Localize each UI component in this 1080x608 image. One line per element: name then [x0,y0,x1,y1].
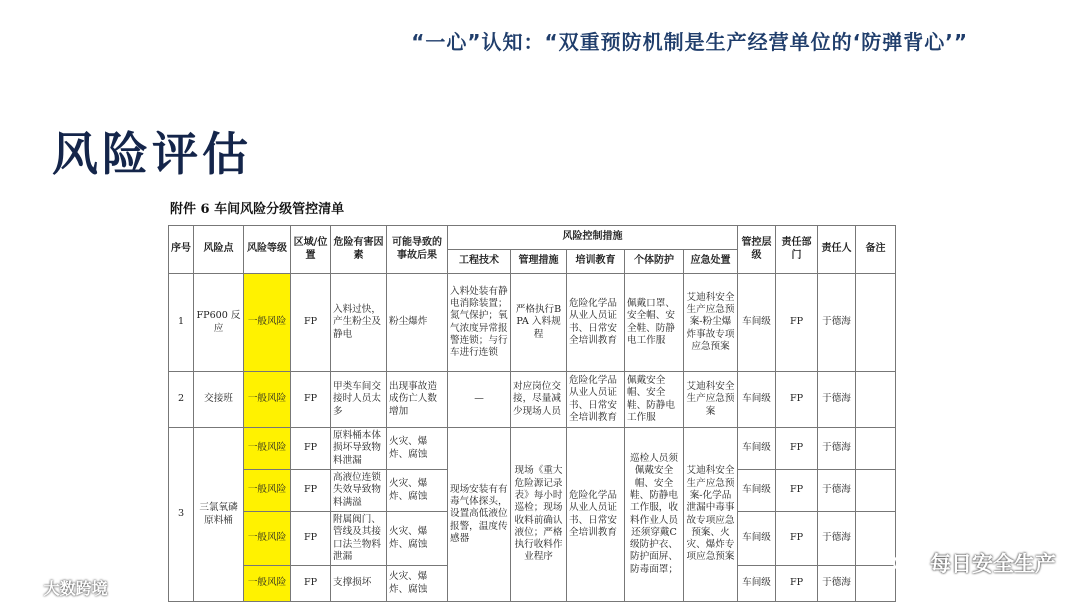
cell-risk-level: 一般风险 [244,274,291,372]
cell-remark [856,428,896,470]
cell-consequence: 出现事故造成伤亡人数增加 [387,372,448,428]
watermark-left [8,576,108,600]
header-control-measures: 风险控制措施 [448,226,738,250]
header-hazard: 危险有害因素 [331,226,387,274]
watermark-left-text: 大数跨境 [43,579,108,598]
cell-control-level: 车间级 [738,566,776,602]
cell-risk-level: 一般风险 [244,566,291,602]
header-engineering: 工程技术 [448,250,511,274]
cell-risk-point: 交接班 [194,372,244,428]
cell-risk-level: 一般风险 [244,512,291,566]
cell-ppe: 佩戴口罩、安全帽、安全鞋、防静电工作服 [625,274,684,372]
cell-consequence: 火灾、爆炸、腐蚀 [387,428,448,470]
cell-area: FP [291,512,331,566]
cell-risk-level: 一般风险 [244,470,291,512]
header-emergency: 应急处置 [684,250,738,274]
header-risk-level: 风险等级 [244,226,291,274]
cell-hazard: 附属阀门、管线及其接口法兰物料泄漏 [331,512,387,566]
cell-consequence: 火灾、爆炸、腐蚀 [387,566,448,602]
cell-engineering: 现场安装有有毒气体探头，设置高低液位报警，温度传感器 [448,428,511,602]
table-row [169,274,896,372]
cell-area: FP [291,372,331,428]
cell-no: 2 [169,372,194,428]
cell-dept: FP [776,512,818,566]
cell-training: 危险化学品从业人员证书、日常安全培训教育 [567,428,625,602]
cell-no: 1 [169,274,194,372]
cell-person: 于德海 [818,428,856,470]
cell-emergency: 艾迪科安全生产应急预案-化学品泄漏中毒事故专项应急预案、火灾、爆炸专项应急预案 [684,428,738,602]
cell-risk-level: 一般风险 [244,372,291,428]
watermark-right [893,548,1056,578]
cell-control-level: 车间级 [738,274,776,372]
table-caption: 附件 6 车间风险分级管控清单 [170,202,345,217]
cell-risk-point: FP600 反应 [194,274,244,372]
cell-ppe: 巡检人员须佩戴安全帽、安全鞋、防静电工作服，收料作业人员还须穿戴C级防护衣、防护面屏、防毒面罩； [625,428,684,602]
cell-engineering: 入料处装有静电消除装置；氮气保护；氧气浓度异常报警连锁；与行车进行连锁 [448,274,511,372]
cell-dept: FP [776,274,818,372]
cell-emergency: 艾迪科安全生产应急预案 [684,372,738,428]
header-area: 区域/位置 [291,226,331,274]
cell-training: 危险化学品从业人员证书、日常安全培训教育 [567,372,625,428]
cell-ppe: 佩戴安全帽、安全鞋、防静电工作服 [625,372,684,428]
header-no: 序号 [169,226,194,274]
cell-management: 严格执行BPA 入料规程 [511,274,567,372]
header-person: 责任人 [818,226,856,274]
cell-training: 危险化学品从业人员证书、日常安全培训教育 [567,274,625,372]
cell-remark [856,372,896,428]
header-row-1 [169,226,896,250]
cell-remark [856,274,896,372]
cell-remark [856,566,896,602]
header-consequence: 可能导致的事故后果 [387,226,448,274]
cell-area: FP [291,274,331,372]
header-tagline: “一心”认知：“双重预防机制是生产经营单位的‘防弹背心’” [411,30,968,54]
cell-person: 于德海 [818,512,856,566]
cell-emergency: 艾迪科安全生产应急预案-粉尘爆炸事故专项应急预案 [684,274,738,372]
table-row [169,428,896,470]
risk-table-container [168,225,896,602]
cell-consequence: 火灾、爆炸、腐蚀 [387,470,448,512]
cell-control-level: 车间级 [738,372,776,428]
cell-consequence: 火灾、爆炸、腐蚀 [387,512,448,566]
watermark-right-text: 每日安全生产 [930,552,1056,576]
cell-risk-point: 三氯氧磷原料桶 [194,428,244,602]
cell-area: FP [291,470,331,512]
cell-consequence: 粉尘爆炸 [387,274,448,372]
risk-control-table [168,225,896,602]
page-title: 风险评估 [52,127,252,181]
cell-control-level: 车间级 [738,512,776,566]
cell-engineering: — [448,372,511,428]
cell-risk-level: 一般风险 [244,428,291,470]
cell-no: 3 [169,428,194,602]
cell-management: 现场《重大危险源记录表》每小时巡检；现场收料前确认液位；严格执行收料作业程序 [511,428,567,602]
cell-hazard: 入料过快，产生粉尘及静电 [331,274,387,372]
cell-person: 于德海 [818,470,856,512]
header-dept: 责任部门 [776,226,818,274]
header-management: 管理措施 [511,250,567,274]
header-ppe: 个体防护 [625,250,684,274]
cell-person: 于德海 [818,566,856,602]
cell-hazard: 原料桶本体损坏导致物料泄漏 [331,428,387,470]
cell-remark [856,470,896,512]
cell-control-level: 车间级 [738,428,776,470]
brand-logo-icon [8,580,38,600]
header-remark: 备注 [856,226,896,274]
cell-remark [856,512,896,566]
cell-dept: FP [776,428,818,470]
table-row [169,372,896,428]
cell-hazard: 支撑损坏 [331,566,387,602]
cell-management: 对应岗位交接，尽量减少现场人员 [511,372,567,428]
header-control-level: 管控层级 [738,226,776,274]
wechat-icon [893,554,919,576]
cell-area: FP [291,566,331,602]
cell-hazard: 甲类车间交接时人员太多 [331,372,387,428]
cell-hazard: 高液位连锁失效导致物料满溢 [331,470,387,512]
cell-area: FP [291,428,331,470]
cell-control-level: 车间级 [738,470,776,512]
header-training: 培训教育 [567,250,625,274]
header-risk-point: 风险点 [194,226,244,274]
cell-dept: FP [776,566,818,602]
cell-person: 于德海 [818,274,856,372]
cell-dept: FP [776,470,818,512]
cell-person: 于德海 [818,372,856,428]
cell-dept: FP [776,372,818,428]
